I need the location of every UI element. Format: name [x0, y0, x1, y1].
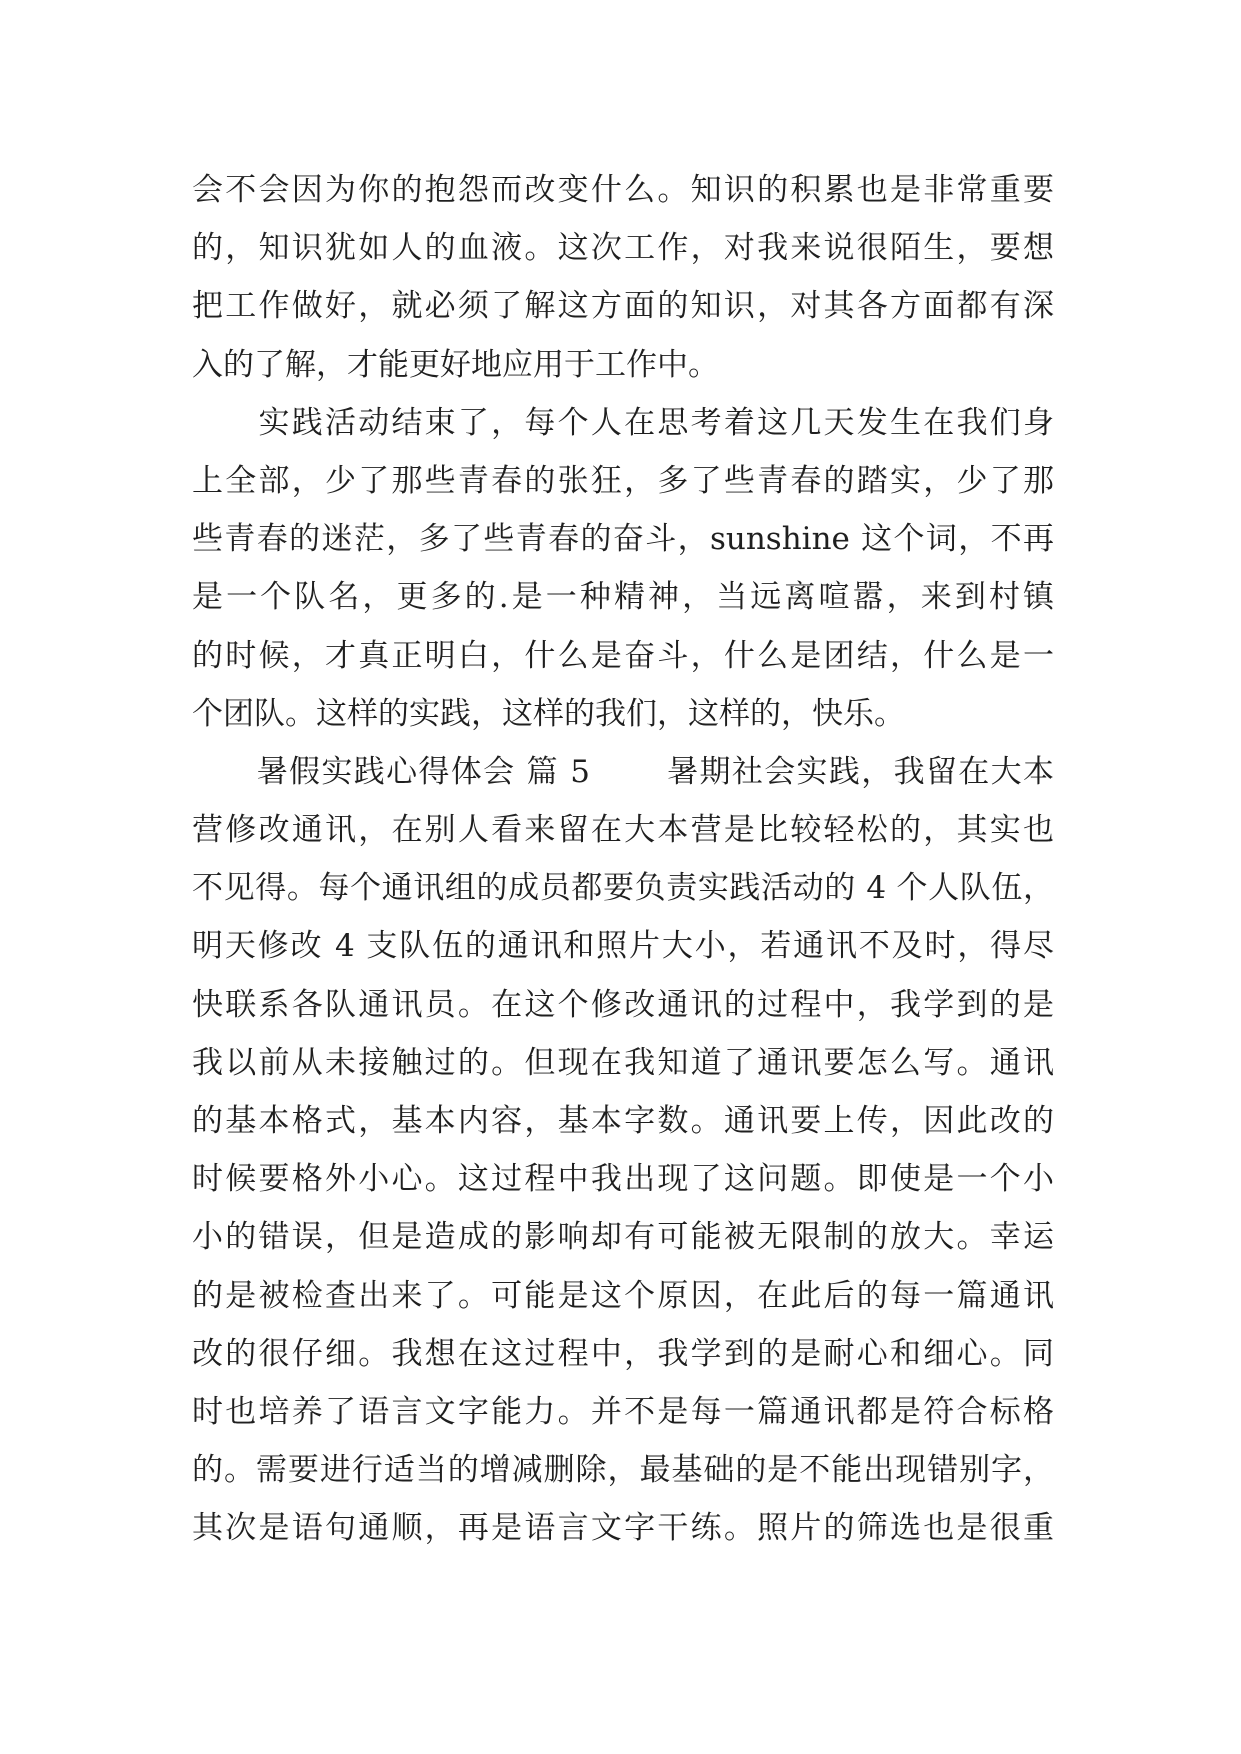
text-line: 入的了解，才能更好地应用于工作中。: [192, 346, 719, 383]
text-line: 是一个队名，更多的.是一种精神，当远离喧嚣，来到村镇: [192, 579, 1054, 616]
text-line: 些青春的迷茫，多了些青春的奋斗，sunshine 这个词，不再: [192, 521, 1054, 558]
text-line: 时候要格外小心。这过程中我出现了这问题。即使是一个小: [192, 1161, 1054, 1198]
text-line: 明天修改 4 支队伍的通讯和照片大小，若通讯不及时，得尽: [192, 928, 1054, 965]
text-line: 暑假实践心得体会 篇 5 暑期社会实践，我留在大本: [192, 753, 1054, 790]
text-line: 的，知识犹如人的血液。这次工作，对我来说很陌生，要想: [192, 230, 1054, 267]
text-line: 的是被检查出来了。可能是这个原因，在此后的每一篇通讯: [192, 1277, 1054, 1314]
text-line: 营修改通讯，在别人看来留在大本营是比较轻松的，其实也: [192, 812, 1054, 849]
text-line: 把工作做好，就必须了解这方面的知识，对其各方面都有深: [192, 288, 1054, 325]
text-line: 个团队。这样的实践，这样的我们，这样的，快乐。: [192, 695, 905, 732]
text-line: 我以前从未接触过的。但现在我知道了通讯要怎么写。通讯: [192, 1044, 1054, 1081]
text-line: 的时候，才真正明白，什么是奋斗，什么是团结，什么是一: [192, 637, 1054, 674]
text-line: 的基本格式，基本内容，基本字数。通讯要上传，因此改的: [192, 1103, 1054, 1139]
text-line: 改的很仔细。我想在这过程中，我学到的是耐心和细心。同: [192, 1335, 1054, 1372]
text-line: 上全部，少了那些青春的张狂，多了些青春的踏实，少了那: [192, 462, 1054, 499]
text-line: 不见得。每个通讯组的成员都要负责实践活动的 4 个人队伍，: [192, 870, 1054, 907]
text-line: 快联系各队通讯员。在这个修改通讯的过程中，我学到的是: [192, 986, 1054, 1023]
body-text: [192, 161, 1054, 1558]
text-line: 的。需要进行适当的增减删除，最基础的是不能出现错别字，: [192, 1452, 1054, 1489]
text-line: 其次是语句通顺，再是语言文字干练。照片的筛选也是很重: [192, 1510, 1054, 1547]
text-line: 小的错误，但是造成的影响却有可能被无限制的放大。幸运: [192, 1219, 1054, 1256]
text-line: 时也培养了语言文字能力。并不是每一篇通讯都是符合标格: [192, 1393, 1054, 1430]
text-line: 实践活动结束了，每个人在思考着这几天发生在我们身: [192, 404, 1054, 441]
text-line: 会不会因为你的抱怨而改变什么。知识的积累也是非常重要: [192, 172, 1054, 208]
